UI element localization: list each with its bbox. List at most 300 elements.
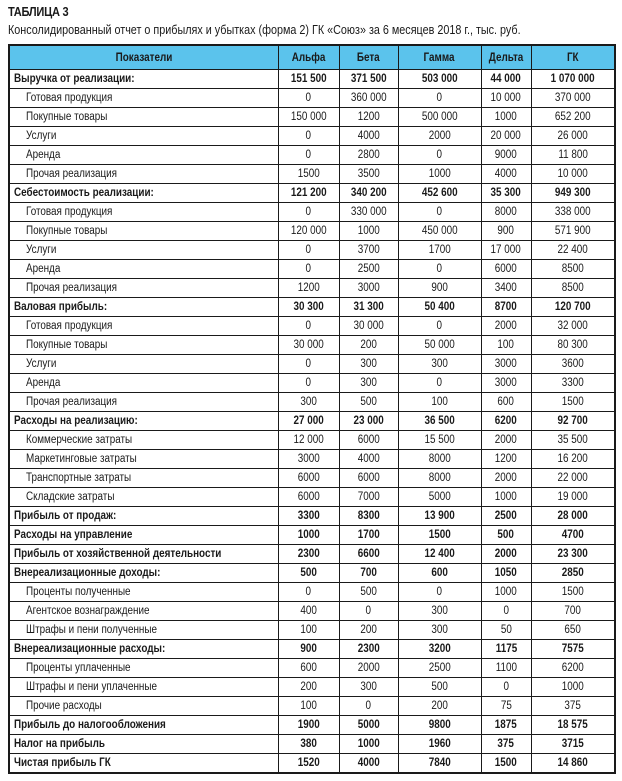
- cell-value: 3000: [494, 377, 518, 389]
- cell-value: 22 000: [557, 472, 588, 484]
- value-cell-delta: [481, 260, 531, 279]
- value-cell-alfa: [278, 203, 339, 222]
- value-cell-gk: [531, 450, 615, 469]
- value-cell-gamma: [398, 317, 481, 336]
- value-cell-gk: [531, 127, 615, 146]
- row-label-cell: [9, 393, 278, 412]
- value-cell-beta: [339, 165, 398, 184]
- table-row: [9, 431, 615, 450]
- value-cell-beta: [339, 640, 398, 659]
- value-cell-gk: [531, 241, 615, 260]
- value-cell-gamma: [398, 279, 481, 298]
- value-cell-gk: [531, 602, 615, 621]
- cell-value: 500: [431, 681, 448, 693]
- value-cell-beta: [339, 374, 398, 393]
- column-header-label: Дельта: [488, 51, 524, 64]
- cell-value: 1000: [357, 225, 380, 237]
- cell-value: 0: [436, 586, 443, 598]
- value-cell-alfa: [278, 108, 339, 127]
- cell-value: 452 600: [421, 187, 458, 199]
- column-header-beta: [339, 45, 398, 70]
- cell-value: 3200: [428, 643, 451, 655]
- cell-value: 338 000: [554, 206, 591, 218]
- column-header-indicator: [9, 45, 278, 70]
- value-cell-beta: [339, 70, 398, 89]
- cell-value: 8500: [561, 282, 584, 294]
- column-header-label: Гамма: [424, 51, 455, 64]
- cell-value: 2000: [494, 548, 518, 560]
- cell-value: 600: [431, 567, 448, 579]
- cell-value: 1500: [561, 396, 584, 408]
- cell-value: 900: [300, 643, 317, 655]
- value-cell-delta: [481, 374, 531, 393]
- cell-value: 8000: [494, 206, 518, 218]
- cell-value: 26 000: [557, 130, 588, 142]
- cell-value: 2800: [357, 149, 380, 161]
- value-cell-gk: [531, 697, 615, 716]
- cell-value: 6000: [297, 472, 320, 484]
- row-label-cell: [9, 697, 278, 716]
- value-cell-gamma: [398, 507, 481, 526]
- row-label-cell: [9, 165, 278, 184]
- row-label: Покупные товары: [26, 111, 108, 123]
- table-row: [9, 203, 615, 222]
- cell-value: 23 000: [353, 415, 384, 427]
- cell-value: 6000: [357, 472, 380, 484]
- value-cell-gk: [531, 393, 615, 412]
- row-label: Себестоимость реализации:: [14, 187, 154, 199]
- cell-value: 1000: [494, 491, 518, 503]
- cell-value: 75: [500, 700, 512, 712]
- cell-value: 1000: [494, 586, 518, 598]
- cell-value: 6000: [357, 434, 380, 446]
- value-cell-delta: [481, 545, 531, 564]
- value-cell-gk: [531, 374, 615, 393]
- table-row: [9, 279, 615, 298]
- cell-value: 3300: [561, 377, 584, 389]
- table-row: [9, 165, 615, 184]
- cell-value: 0: [305, 377, 312, 389]
- cell-value: 5000: [428, 491, 451, 503]
- value-cell-gk: [531, 640, 615, 659]
- table-title: ТАБЛИЦА 3: [8, 4, 69, 19]
- value-cell-alfa: [278, 222, 339, 241]
- cell-value: 375: [564, 700, 582, 712]
- cell-value: 1050: [494, 567, 518, 579]
- table-row-total: [9, 70, 615, 89]
- table-row-total: [9, 564, 615, 583]
- value-cell-beta: [339, 507, 398, 526]
- cell-value: 500: [360, 586, 377, 598]
- value-cell-gk: [531, 317, 615, 336]
- row-label: Прибыль от продаж:: [14, 510, 117, 522]
- cell-value: 949 300: [554, 187, 591, 199]
- table-row: [9, 393, 615, 412]
- value-cell-gk: [531, 659, 615, 678]
- value-cell-gamma: [398, 640, 481, 659]
- row-label-cell: [9, 602, 278, 621]
- cell-value: 571 900: [554, 225, 591, 237]
- table-row-total: [9, 184, 615, 203]
- table-row: [9, 108, 615, 127]
- cell-value: 0: [305, 92, 312, 104]
- cell-value: 6200: [494, 415, 518, 427]
- row-label: Расходы на управление: [14, 529, 133, 541]
- value-cell-beta: [339, 336, 398, 355]
- cell-value: 1500: [297, 168, 320, 180]
- value-cell-beta: [339, 564, 398, 583]
- cell-value: 900: [431, 282, 448, 294]
- value-cell-gk: [531, 754, 615, 774]
- cell-value: 380: [300, 738, 317, 750]
- cell-value: 371 500: [350, 73, 387, 85]
- value-cell-beta: [339, 146, 398, 165]
- row-label: Готовая продукция: [26, 320, 113, 332]
- cell-value: 600: [300, 662, 317, 674]
- cell-value: 35 500: [557, 434, 588, 446]
- cell-value: 1200: [357, 111, 380, 123]
- value-cell-alfa: [278, 374, 339, 393]
- cell-value: 700: [360, 567, 377, 579]
- cell-value: 6200: [561, 662, 584, 674]
- cell-value: 100: [300, 700, 317, 712]
- cell-value: 80 300: [557, 339, 588, 351]
- value-cell-beta: [339, 431, 398, 450]
- cell-value: 1000: [561, 681, 584, 693]
- cell-value: 1200: [494, 453, 518, 465]
- row-label-cell: [9, 89, 278, 108]
- cell-value: 500: [360, 396, 377, 408]
- row-label-cell: [9, 108, 278, 127]
- cell-value: 450 000: [421, 225, 458, 237]
- value-cell-gk: [531, 355, 615, 374]
- row-label-cell: [9, 127, 278, 146]
- row-label: Налог на прибыль: [14, 738, 105, 750]
- value-cell-alfa: [278, 412, 339, 431]
- column-header-gamma: [398, 45, 481, 70]
- row-label: Чистая прибыль ГК: [14, 757, 111, 769]
- value-cell-gamma: [398, 488, 481, 507]
- cell-value: 50 400: [424, 301, 455, 313]
- value-cell-gk: [531, 412, 615, 431]
- cell-value: 1700: [428, 244, 451, 256]
- row-label-cell: [9, 184, 278, 203]
- table-row-total: [9, 526, 615, 545]
- value-cell-gamma: [398, 545, 481, 564]
- value-cell-gk: [531, 260, 615, 279]
- value-cell-beta: [339, 412, 398, 431]
- row-label: Услуги: [26, 130, 57, 142]
- cell-value: 27 000: [293, 415, 324, 427]
- row-label: Готовая продукция: [26, 206, 113, 218]
- value-cell-delta: [481, 602, 531, 621]
- cell-value: 9800: [428, 719, 451, 731]
- value-cell-alfa: [278, 184, 339, 203]
- row-label-cell: [9, 545, 278, 564]
- table-row: [9, 89, 615, 108]
- value-cell-gamma: [398, 431, 481, 450]
- cell-value: 17 000: [490, 244, 522, 256]
- cell-value: 650: [564, 624, 582, 636]
- cell-value: 200: [431, 700, 448, 712]
- cell-value: 32 000: [557, 320, 588, 332]
- table-row-total: [9, 545, 615, 564]
- profit-loss-table: [8, 44, 616, 774]
- value-cell-delta: [481, 393, 531, 412]
- value-cell-gamma: [398, 241, 481, 260]
- value-cell-gamma: [398, 583, 481, 602]
- cell-value: 92 700: [557, 415, 588, 427]
- row-label: Прибыль от хозяйственной деятельности: [14, 548, 222, 560]
- column-header-alfa: [278, 45, 339, 70]
- cell-value: 2500: [494, 510, 518, 522]
- value-cell-delta: [481, 146, 531, 165]
- cell-value: 10 000: [490, 92, 522, 104]
- cell-value: 16 200: [557, 453, 588, 465]
- cell-value: 9000: [494, 149, 518, 161]
- row-label-cell: [9, 222, 278, 241]
- cell-value: 500: [300, 567, 317, 579]
- cell-value: 5000: [357, 719, 380, 731]
- value-cell-alfa: [278, 640, 339, 659]
- value-cell-delta: [481, 298, 531, 317]
- value-cell-alfa: [278, 355, 339, 374]
- cell-value: 3300: [297, 510, 320, 522]
- table-row-total: [9, 412, 615, 431]
- cell-value: 3000: [494, 358, 518, 370]
- table-row-total: [9, 298, 615, 317]
- value-cell-gk: [531, 431, 615, 450]
- cell-value: 50 000: [424, 339, 455, 351]
- value-cell-alfa: [278, 469, 339, 488]
- cell-value: 0: [365, 700, 372, 712]
- row-label: Прочая реализация: [26, 168, 118, 180]
- value-cell-delta: [481, 507, 531, 526]
- cell-value: 7840: [428, 757, 451, 769]
- value-cell-beta: [339, 393, 398, 412]
- cell-value: 1500: [561, 586, 584, 598]
- value-cell-gk: [531, 279, 615, 298]
- cell-value: 375: [497, 738, 515, 750]
- row-label: Агентское вознаграждение: [26, 605, 150, 617]
- value-cell-beta: [339, 602, 398, 621]
- value-cell-delta: [481, 716, 531, 735]
- cell-value: 4000: [357, 453, 380, 465]
- table-row: [9, 222, 615, 241]
- row-label: Прибыль до налогообложения: [14, 719, 166, 731]
- row-label-cell: [9, 260, 278, 279]
- cell-value: 44 000: [490, 73, 522, 85]
- cell-value: 0: [503, 605, 509, 617]
- cell-value: 150 000: [290, 111, 327, 123]
- cell-value: 500 000: [421, 111, 458, 123]
- value-cell-delta: [481, 469, 531, 488]
- value-cell-gamma: [398, 564, 481, 583]
- value-cell-gk: [531, 488, 615, 507]
- cell-value: 2000: [494, 472, 518, 484]
- value-cell-beta: [339, 488, 398, 507]
- cell-value: 1200: [297, 282, 320, 294]
- cell-value: 600: [497, 396, 515, 408]
- cell-value: 13 900: [424, 510, 455, 522]
- value-cell-alfa: [278, 298, 339, 317]
- cell-value: 0: [436, 149, 443, 161]
- value-cell-alfa: [278, 70, 339, 89]
- value-cell-alfa: [278, 659, 339, 678]
- value-cell-alfa: [278, 241, 339, 260]
- value-cell-alfa: [278, 260, 339, 279]
- value-cell-delta: [481, 279, 531, 298]
- row-label-cell: [9, 279, 278, 298]
- value-cell-alfa: [278, 393, 339, 412]
- row-label: Услуги: [26, 244, 57, 256]
- cell-value: 370 000: [554, 92, 591, 104]
- value-cell-alfa: [278, 89, 339, 108]
- cell-value: 1000: [494, 111, 518, 123]
- cell-value: 200: [300, 681, 317, 693]
- row-label: Штрафы и пени полученные: [26, 624, 158, 636]
- cell-value: 19 000: [557, 491, 588, 503]
- cell-value: 0: [436, 377, 443, 389]
- row-label-cell: [9, 146, 278, 165]
- table-row: [9, 450, 615, 469]
- row-label: Внереализационные расходы:: [14, 643, 166, 655]
- value-cell-gk: [531, 222, 615, 241]
- value-cell-alfa: [278, 146, 339, 165]
- cell-value: 4000: [357, 130, 380, 142]
- value-cell-gamma: [398, 393, 481, 412]
- value-cell-beta: [339, 526, 398, 545]
- table-row: [9, 602, 615, 621]
- row-label: Маркетинговые затраты: [26, 453, 137, 465]
- row-label: Покупные товары: [26, 225, 108, 237]
- column-header-label: Альфа: [291, 51, 326, 64]
- cell-value: 6600: [357, 548, 380, 560]
- value-cell-alfa: [278, 754, 339, 774]
- value-cell-beta: [339, 127, 398, 146]
- value-cell-beta: [339, 279, 398, 298]
- cell-value: 8300: [357, 510, 380, 522]
- value-cell-gk: [531, 146, 615, 165]
- value-cell-gamma: [398, 298, 481, 317]
- value-cell-beta: [339, 583, 398, 602]
- cell-value: 2850: [561, 567, 584, 579]
- cell-value: 2000: [428, 130, 451, 142]
- value-cell-beta: [339, 621, 398, 640]
- value-cell-delta: [481, 222, 531, 241]
- table-subtitle: Консолидированный отчет о прибылях и убытках (форма 2) ГК «Союз» за 6 месяцев 2018 г., тыс. руб.: [8, 22, 521, 37]
- cell-value: 3600: [561, 358, 584, 370]
- value-cell-alfa: [278, 526, 339, 545]
- cell-value: 30 300: [293, 301, 324, 313]
- cell-value: 6000: [494, 263, 518, 275]
- value-cell-delta: [481, 621, 531, 640]
- value-cell-gk: [531, 735, 615, 754]
- cell-value: 3000: [297, 453, 320, 465]
- row-label: Транспортные затраты: [26, 472, 132, 484]
- cell-value: 1000: [357, 738, 380, 750]
- cell-value: 1700: [357, 529, 380, 541]
- row-label-cell: [9, 70, 278, 89]
- row-label-cell: [9, 336, 278, 355]
- table-row: [9, 488, 615, 507]
- table-row-total: [9, 640, 615, 659]
- cell-value: 2300: [357, 643, 380, 655]
- value-cell-beta: [339, 222, 398, 241]
- value-cell-gamma: [398, 621, 481, 640]
- cell-value: 36 500: [424, 415, 455, 427]
- cell-value: 1000: [297, 529, 320, 541]
- row-label-cell: [9, 317, 278, 336]
- row-label: Выручка от реализации:: [14, 73, 135, 85]
- cell-value: 8000: [428, 472, 451, 484]
- value-cell-gamma: [398, 754, 481, 774]
- cell-value: 652 200: [554, 111, 591, 123]
- cell-value: 18 575: [557, 719, 588, 731]
- value-cell-alfa: [278, 317, 339, 336]
- value-cell-gamma: [398, 260, 481, 279]
- cell-value: 300: [431, 358, 448, 370]
- cell-value: 35 300: [490, 187, 522, 199]
- row-label-cell: [9, 507, 278, 526]
- value-cell-delta: [481, 70, 531, 89]
- value-cell-alfa: [278, 697, 339, 716]
- cell-value: 3000: [357, 282, 380, 294]
- row-label: Штрафы и пени уплаченные: [26, 681, 158, 693]
- cell-value: 0: [305, 206, 312, 218]
- cell-value: 400: [300, 605, 317, 617]
- value-cell-beta: [339, 754, 398, 774]
- value-cell-gamma: [398, 127, 481, 146]
- cell-value: 2000: [494, 320, 518, 332]
- value-cell-gamma: [398, 678, 481, 697]
- cell-value: 1175: [495, 643, 517, 655]
- row-label: Аренда: [26, 149, 61, 161]
- value-cell-delta: [481, 127, 531, 146]
- cell-value: 7575: [561, 643, 584, 655]
- cell-value: 8500: [561, 263, 584, 275]
- row-label: Проценты уплаченные: [26, 662, 131, 674]
- table-row: [9, 355, 615, 374]
- cell-value: 0: [305, 130, 312, 142]
- row-label: Проценты полученные: [26, 586, 131, 598]
- value-cell-delta: [481, 317, 531, 336]
- column-header-delta: [481, 45, 531, 70]
- cell-value: 2000: [494, 434, 518, 446]
- value-cell-gamma: [398, 146, 481, 165]
- value-cell-beta: [339, 260, 398, 279]
- cell-value: 900: [497, 225, 515, 237]
- cell-value: 10 000: [557, 168, 588, 180]
- row-label: Покупные товары: [26, 339, 108, 351]
- value-cell-delta: [481, 659, 531, 678]
- table-row-total: [9, 716, 615, 735]
- table-row: [9, 621, 615, 640]
- value-cell-gk: [531, 89, 615, 108]
- value-cell-alfa: [278, 165, 339, 184]
- value-cell-gk: [531, 165, 615, 184]
- column-header-label: Показатели: [115, 51, 173, 64]
- cell-value: 8700: [494, 301, 518, 313]
- value-cell-gk: [531, 507, 615, 526]
- value-cell-delta: [481, 108, 531, 127]
- cell-value: 0: [305, 263, 312, 275]
- cell-value: 1875: [494, 719, 518, 731]
- cell-value: 3400: [494, 282, 518, 294]
- value-cell-alfa: [278, 716, 339, 735]
- row-label-cell: [9, 374, 278, 393]
- value-cell-gamma: [398, 526, 481, 545]
